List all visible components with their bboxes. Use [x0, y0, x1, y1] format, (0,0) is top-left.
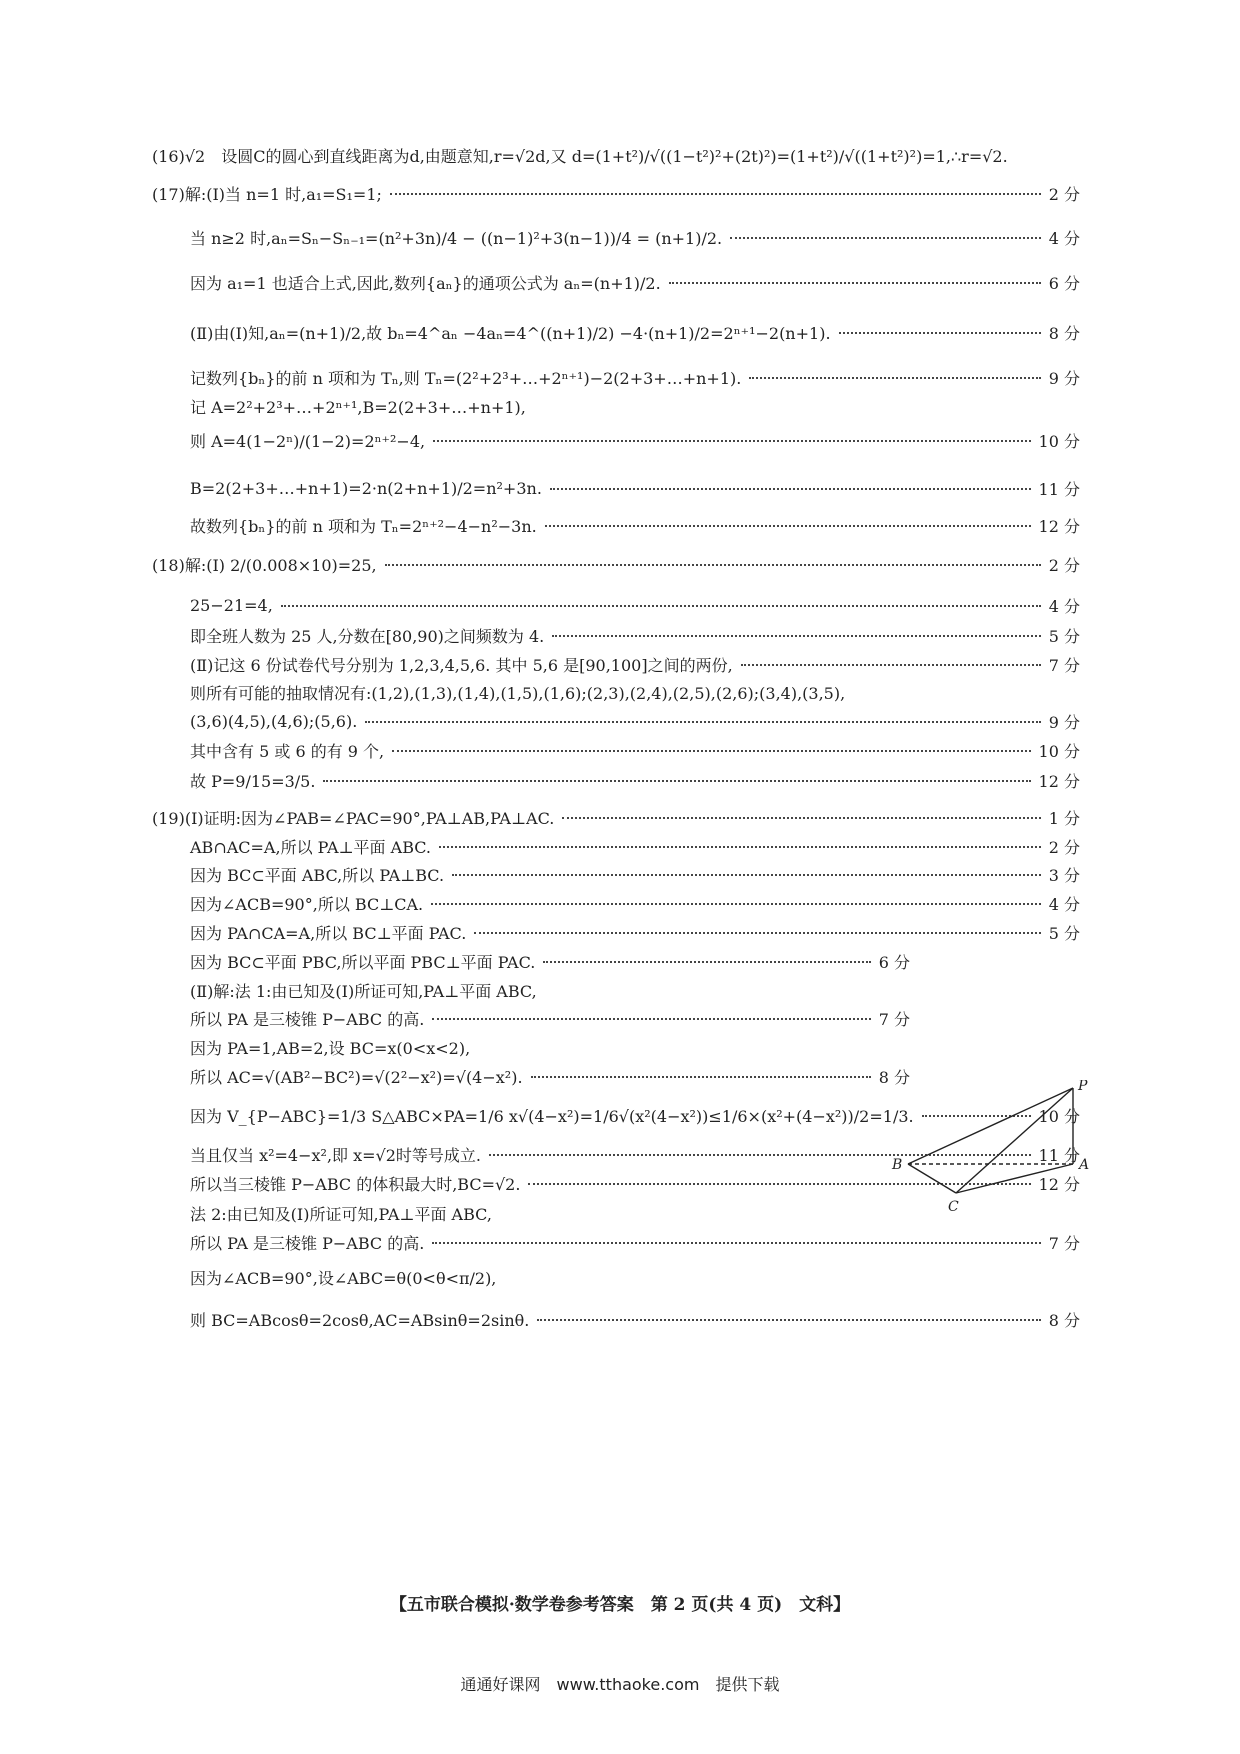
answer-line — [190, 362, 1080, 392]
answer-line — [190, 473, 1080, 503]
edge-CP — [956, 1088, 1073, 1193]
answer-line — [190, 975, 1080, 1005]
answer-line — [190, 677, 1080, 707]
score-label: 2 分 — [1048, 837, 1080, 857]
answer-line — [152, 178, 1080, 208]
edge-BP — [908, 1088, 1073, 1164]
label-C: C — [948, 1199, 959, 1215]
line-text: B=2(2+3+…+n+1)=2·n(2+n+1)/2=n²+3n. — [190, 478, 542, 498]
line-text: 其中含有 5 或 6 的有 9 个, — [190, 741, 385, 761]
leader-dots — [550, 486, 1031, 490]
leader-dots — [839, 330, 1041, 334]
score-label: 4 分 — [1048, 228, 1080, 248]
leader-dots — [562, 815, 1040, 819]
answer-line — [190, 425, 1080, 455]
line-text: 即全班人数为 25 人,分数在[80,90)之间频数为 4. — [190, 626, 545, 646]
score-label: 9 分 — [1048, 368, 1080, 388]
answer-line — [190, 765, 1080, 795]
leader-dots — [432, 1240, 1040, 1244]
line-text: AB∩AC=A,所以 PA⊥平面 ABC. — [190, 837, 432, 857]
line-text: 因为 PA=1,AB=2,设 BC=x(0<x<2), — [190, 1038, 471, 1058]
score-label: 12 分 — [1038, 771, 1080, 791]
line-text: 当 n≥2 时,aₙ=Sₙ−Sₙ₋₁=(n²+3n)/4 − ((n−1)²+3(n−1))/4 = (n+1)/2. — [190, 228, 723, 248]
answer-line — [190, 831, 1080, 861]
leader-dots — [749, 375, 1040, 379]
leader-dots — [452, 872, 1041, 876]
score-label: 9 分 — [1048, 712, 1080, 732]
score-label: 2 分 — [1048, 184, 1080, 204]
score-label: 10 分 — [1038, 1106, 1080, 1126]
answer-line — [190, 946, 910, 976]
leader-dots — [543, 959, 870, 963]
line-text: 所以 PA 是三棱锥 P−ABC 的高. — [190, 1009, 425, 1029]
answer-line — [152, 802, 1080, 832]
score-label: 7 分 — [1048, 1233, 1080, 1253]
answer-line — [190, 222, 1080, 252]
answer-line — [190, 859, 1080, 889]
answer-line — [190, 735, 1080, 765]
line-text: 故数列{bₙ}的前 n 项和为 Tₙ=2ⁿ⁺²−4−n²−3n. — [190, 516, 537, 536]
leader-dots — [552, 633, 1040, 637]
score-label: 8 分 — [878, 1067, 910, 1087]
answer-line — [190, 1061, 910, 1091]
leader-dots — [669, 280, 1041, 284]
answer-line — [190, 706, 1080, 736]
score-label: 1 分 — [1048, 808, 1080, 828]
line-text: 记数列{bₙ}的前 n 项和为 Tₙ,则 Tₙ=(2²+2³+…+2ⁿ⁺¹)−2(2+3+…+n+1). — [190, 368, 742, 388]
leader-dots — [741, 662, 1041, 666]
line-text: (3,6)(4,5),(4,6);(5,6). — [190, 711, 358, 731]
leader-dots — [431, 901, 1041, 905]
score-label: 12 分 — [1038, 1174, 1080, 1194]
answer-line — [190, 1032, 1080, 1062]
leader-dots — [474, 930, 1040, 934]
answer-line — [152, 140, 1090, 170]
score-label: 10 分 — [1038, 431, 1080, 451]
line-text: (Ⅱ)由(Ⅰ)知,aₙ=(n+1)/2,故 bₙ=4^aₙ −4aₙ=4^((n+1)/2) −4·(n+1)/2=2ⁿ⁺¹−2(n+1). — [190, 323, 831, 343]
answer-line — [190, 888, 1080, 918]
line-text: 则所有可能的抽取情况有:(1,2),(1,3),(1,4),(1,5),(1,6);(2,3),(2,4),(2,5),(2,6);(3,4),(3,5), — [190, 683, 846, 703]
answer-line — [190, 917, 1080, 947]
score-label: 8 分 — [1048, 323, 1080, 343]
leader-dots — [281, 603, 1041, 607]
score-label: 6 分 — [1048, 273, 1080, 293]
line-text: (Ⅱ)记这 6 份试卷代号分别为 1,2,3,4,5,6. 其中 5,6 是[90,100]之间的两份, — [190, 655, 733, 675]
answer-line — [190, 1003, 910, 1033]
score-label: 8 分 — [1048, 1310, 1080, 1330]
score-label: 7 分 — [878, 1009, 910, 1029]
line-text: 记 A=2²+2³+…+2ⁿ⁺¹,B=2(2+3+…+n+1), — [190, 397, 526, 417]
line-text: 故 P=9/15=3/5. — [190, 771, 316, 791]
page-footer: 【五市联合模拟·数学卷参考答案 第 2 页(共 4 页) 文科】 — [389, 1595, 851, 1615]
line-text: (19)(Ⅰ)证明:因为∠PAB=∠PAC=90°,PA⊥AB,PA⊥AC. — [152, 808, 555, 828]
score-label: 10 分 — [1038, 741, 1080, 761]
answer-line — [190, 1262, 1080, 1292]
leader-dots — [433, 438, 1030, 442]
line-text: 则 BC=ABcosθ=2cosθ,AC=ABsinθ=2sinθ. — [190, 1310, 530, 1330]
score-label: 4 分 — [1048, 894, 1080, 914]
answer-line — [190, 317, 1080, 347]
score-label: 6 分 — [878, 952, 910, 972]
leader-dots — [323, 778, 1030, 782]
line-text: 所以 PA 是三棱锥 P−ABC 的高. — [190, 1233, 425, 1253]
line-text: 因为 BC⊂平面 PBC,所以平面 PBC⊥平面 PAC. — [190, 952, 536, 972]
leader-dots — [390, 191, 1041, 195]
line-text: 因为 PA∩CA=A,所以 BC⊥平面 PAC. — [190, 923, 467, 943]
score-label: 4 分 — [1048, 596, 1080, 616]
line-text: 因为 V_{P−ABC}=1/3 S△ABC×PA=1/6 x√(4−x²)=1/6√(x²(4−x²))≤1/6×(x²+(4−x²))/2=1/3. — [190, 1106, 914, 1126]
label-A: A — [1079, 1157, 1090, 1173]
score-label: 5 分 — [1048, 923, 1080, 943]
line-text: (18)解:(Ⅰ) 2/(0.008×10)=25, — [152, 555, 377, 575]
answer-line — [190, 391, 1080, 421]
score-label: 12 分 — [1038, 516, 1080, 536]
line-text: 因为 a₁=1 也适合上式,因此,数列{aₙ}的通项公式为 aₙ=(n+1)/2. — [190, 273, 661, 293]
answer-line — [190, 649, 1080, 679]
leader-dots — [439, 844, 1041, 848]
line-text: 所以 AC=√(AB²−BC²)=√(2²−x²)=√(4−x²). — [190, 1067, 523, 1087]
answer-line — [190, 620, 1080, 650]
score-label: 3 分 — [1048, 865, 1080, 885]
line-text: (Ⅱ)解:法 1:由已知及(Ⅰ)所证可知,PA⊥平面 ABC, — [190, 981, 537, 1001]
line-text: 则 A=4(1−2ⁿ)/(1−2)=2ⁿ⁺²−4, — [190, 431, 426, 451]
leader-dots — [537, 1317, 1040, 1321]
line-text: 当且仅当 x²=4−x²,即 x=√2时等号成立. — [190, 1145, 482, 1165]
answer-line — [190, 510, 1080, 540]
label-B: B — [892, 1157, 903, 1173]
line-text: 因为∠ACB=90°,设∠ABC=θ(0<θ<π/2), — [190, 1268, 497, 1288]
answer-line — [190, 1304, 1080, 1334]
line-text: 法 2:由已知及(Ⅰ)所证可知,PA⊥平面 ABC, — [190, 1204, 492, 1224]
answer-line — [190, 267, 1080, 297]
score-label: 7 分 — [1048, 655, 1080, 675]
line-text: 所以当三棱锥 P−ABC 的体积最大时,BC=√2. — [190, 1174, 521, 1194]
answer-line — [152, 549, 1080, 579]
line-text: 因为∠ACB=90°,所以 BC⊥CA. — [190, 894, 424, 914]
leader-dots — [432, 1016, 870, 1020]
line-text: (17)解:(Ⅰ)当 n=1 时,a₁=S₁=1; — [152, 184, 382, 204]
leader-dots — [392, 748, 1030, 752]
line-text: (16)√2 设圆C的圆心到直线距离为d,由题意知,r=√2d,又 d=(1+t²)/√((1−t²)²+(2t)²)=(1+t²)/√((1+t²)²)=1,∴r=√2. — [152, 146, 1008, 166]
answer-line — [190, 590, 1080, 620]
site-credit: 通通好课网 www.tthaoke.com 提供下载 — [460, 1675, 780, 1694]
line-text: 25−21=4, — [190, 595, 273, 615]
score-label: 11 分 — [1038, 479, 1080, 499]
score-label: 5 分 — [1048, 626, 1080, 646]
leader-dots — [531, 1074, 871, 1078]
leader-dots — [730, 235, 1041, 239]
pyramid-figure — [890, 1080, 1100, 1220]
leader-dots — [385, 562, 1041, 566]
leader-dots — [545, 523, 1031, 527]
edge-BC — [908, 1164, 956, 1193]
answer-line — [190, 1227, 1080, 1257]
label-P: P — [1078, 1080, 1088, 1094]
leader-dots — [365, 719, 1040, 723]
edge-CA — [956, 1164, 1073, 1193]
score-label: 11 分 — [1038, 1145, 1080, 1165]
score-label: 2 分 — [1048, 555, 1080, 575]
line-text: 因为 BC⊂平面 ABC,所以 PA⊥BC. — [190, 865, 445, 885]
